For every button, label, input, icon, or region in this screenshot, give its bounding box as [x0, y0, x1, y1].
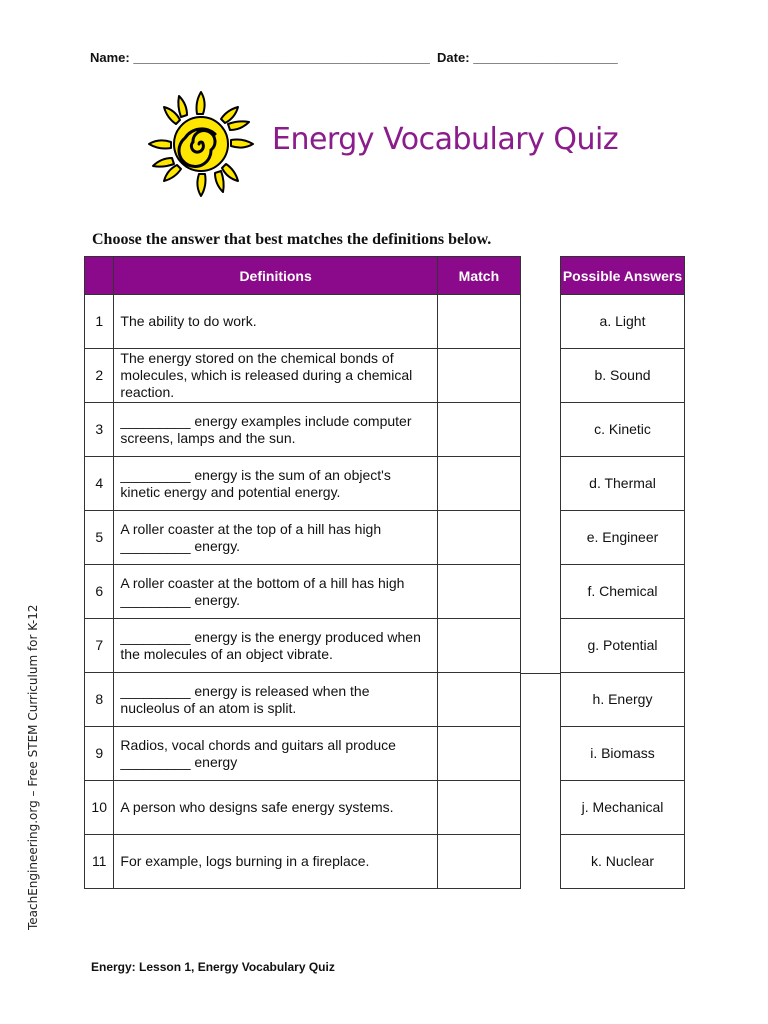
- answer-row: [561, 835, 685, 889]
- match-answer-cell[interactable]: [437, 673, 520, 727]
- instructions: Choose the answer that best matches the definitions below.: [92, 231, 492, 248]
- definition-cell: _________ energy is released when the nucleolus of an atom is split.: [114, 673, 437, 727]
- match-answer-cell[interactable]: [437, 565, 520, 619]
- possible-answer: j. Mechanical: [561, 781, 685, 835]
- table-row: [85, 511, 521, 565]
- row-number: 10: [85, 781, 114, 835]
- definition-cell: A roller coaster at the bottom of a hill has high _________ energy.: [114, 565, 437, 619]
- row-number: 11: [85, 835, 114, 889]
- date-blank[interactable]: ____________________: [473, 50, 618, 65]
- possible-answer: c. Kinetic: [561, 403, 685, 457]
- answer-row: [561, 781, 685, 835]
- table-row: [85, 727, 521, 781]
- table-row: [85, 457, 521, 511]
- match-answer-cell[interactable]: [437, 835, 520, 889]
- table-row: [85, 349, 521, 403]
- match-answer-cell[interactable]: [437, 403, 520, 457]
- definition-cell: Radios, vocal chords and guitars all produce _________ energy: [114, 727, 437, 781]
- row-number: 3: [85, 403, 114, 457]
- row-connector-line: [521, 673, 560, 674]
- definition-cell: _________ energy is the sum of an object's kinetic energy and potential energy.: [114, 457, 437, 511]
- possible-answer: e. Engineer: [561, 511, 685, 565]
- possible-answers-header: Possible Answers: [561, 257, 685, 295]
- match-answer-cell[interactable]: [437, 781, 520, 835]
- answer-row: [561, 295, 685, 349]
- table-row: [85, 403, 521, 457]
- possible-answer: a. Light: [561, 295, 685, 349]
- match-answer-cell[interactable]: [437, 457, 520, 511]
- possible-answer: g. Potential: [561, 619, 685, 673]
- answer-row: [561, 349, 685, 403]
- row-number: 7: [85, 619, 114, 673]
- match-answer-cell[interactable]: [437, 295, 520, 349]
- definition-cell: _________ energy examples include computer screens, lamps and the sun.: [114, 403, 437, 457]
- match-answer-cell[interactable]: [437, 619, 520, 673]
- answers-table: [560, 256, 685, 889]
- possible-answer: b. Sound: [561, 349, 685, 403]
- table-row: [85, 295, 521, 349]
- possible-answer: i. Biomass: [561, 727, 685, 781]
- name-date-line: [90, 50, 618, 65]
- possible-answer: f. Chemical: [561, 565, 685, 619]
- definition-cell: A roller coaster at the top of a hill has high _________ energy.: [114, 511, 437, 565]
- answer-row: [561, 457, 685, 511]
- name-blank[interactable]: _________________________________________: [133, 50, 430, 65]
- answer-row: [561, 403, 685, 457]
- table-row: [85, 673, 521, 727]
- definition-cell: The energy stored on the chemical bonds of molecules, which is released during a chemical reaction.: [114, 349, 437, 403]
- definition-cell: The ability to do work.: [114, 295, 437, 349]
- row-number: 9: [85, 727, 114, 781]
- date-label: Date:: [437, 50, 470, 65]
- possible-answer: k. Nuclear: [561, 835, 685, 889]
- match-answer-cell[interactable]: [437, 727, 520, 781]
- side-credit: TeachEngineering.org – Free STEM Curriculum for K-12: [26, 604, 40, 930]
- definition-cell: _________ energy is the energy produced when the molecules of an object vibrate.: [114, 619, 437, 673]
- answer-row: [561, 619, 685, 673]
- row-number: 2: [85, 349, 114, 403]
- definitions-table: [84, 256, 521, 889]
- number-column-header: [85, 257, 114, 295]
- match-answer-cell[interactable]: [437, 511, 520, 565]
- row-number: 1: [85, 295, 114, 349]
- answer-row: [561, 565, 685, 619]
- answer-row: [561, 511, 685, 565]
- row-number: 4: [85, 457, 114, 511]
- definition-cell: A person who designs safe energy systems.: [114, 781, 437, 835]
- page-title: Energy Vocabulary Quiz: [272, 122, 619, 157]
- row-number: 5: [85, 511, 114, 565]
- table-row: [85, 781, 521, 835]
- row-number: 8: [85, 673, 114, 727]
- definitions-header: Definitions: [114, 257, 437, 295]
- name-label: Name:: [90, 50, 130, 65]
- possible-answer: d. Thermal: [561, 457, 685, 511]
- match-header: Match: [437, 257, 520, 295]
- sun-icon: [145, 88, 257, 200]
- definition-cell: For example, logs burning in a fireplace.: [114, 835, 437, 889]
- match-answer-cell[interactable]: [437, 349, 520, 403]
- table-row: [85, 619, 521, 673]
- possible-answer: h. Energy: [561, 673, 685, 727]
- table-row: [85, 835, 521, 889]
- answer-row: [561, 673, 685, 727]
- table-row: [85, 565, 521, 619]
- footer: Energy: Lesson 1, Energy Vocabulary Quiz: [91, 960, 335, 974]
- row-number: 6: [85, 565, 114, 619]
- answer-row: [561, 727, 685, 781]
